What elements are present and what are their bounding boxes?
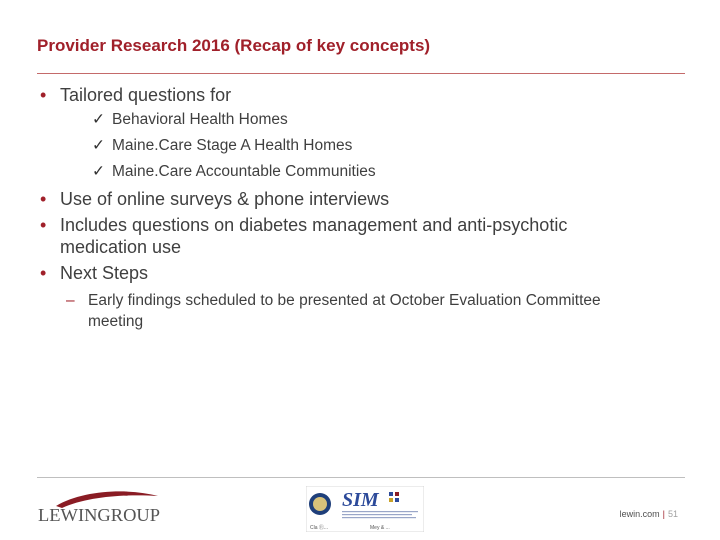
bullet-text: Next Steps	[60, 263, 149, 283]
check-icon: ✓	[92, 163, 105, 180]
bullet-glyph: •	[40, 263, 47, 283]
slide-title: Provider Research 2016 (Recap of key concepts)	[37, 36, 431, 55]
lewin-group-logo	[38, 488, 168, 528]
check-text: Maine.Care Accountable Communities	[112, 163, 376, 180]
check-text: Maine.Care Stage A Health Homes	[112, 137, 353, 154]
sim-logo-text: SIM	[342, 489, 379, 511]
bullet-item	[40, 84, 680, 106]
dash-glyph: –	[66, 292, 75, 309]
check-icon: ✓	[92, 111, 105, 128]
bullet-text: Includes questions on diabetes management and anti-psychotic medication use	[60, 215, 568, 257]
page-footer	[620, 509, 678, 519]
bullet-item	[40, 188, 680, 210]
check-item	[92, 159, 680, 185]
sim-caption-right: Mey & ...	[370, 525, 390, 531]
lewin-logo-text: LEWINGROUP	[38, 505, 160, 525]
bullet-item	[40, 214, 640, 258]
sim-caption-left: Cla Ⓡ...	[310, 525, 329, 531]
check-icon: ✓	[92, 137, 105, 154]
bullet-glyph: •	[40, 189, 47, 209]
sub-bullet-item	[66, 290, 608, 332]
bullet-text: Use of online surveys & phone interviews	[60, 189, 390, 209]
site-link[interactable]: lewin.com	[619, 509, 660, 519]
bullet-text: Tailored questions for	[60, 85, 232, 105]
check-text: Behavioral Health Homes	[112, 111, 288, 128]
bullet-glyph: •	[40, 215, 47, 235]
page-number: 51	[667, 509, 678, 519]
check-item	[92, 133, 680, 159]
slide-body	[40, 84, 680, 332]
sub-bullet-text: Early findings scheduled to be presented at October Evaluation Committee meeting	[88, 292, 601, 330]
sim-logo	[306, 486, 424, 532]
bullet-glyph: •	[40, 85, 47, 105]
title-divider	[37, 73, 685, 74]
footer-divider	[37, 477, 685, 478]
footer-separator: |	[662, 509, 665, 519]
check-item	[92, 107, 680, 133]
bullet-item	[40, 262, 680, 284]
